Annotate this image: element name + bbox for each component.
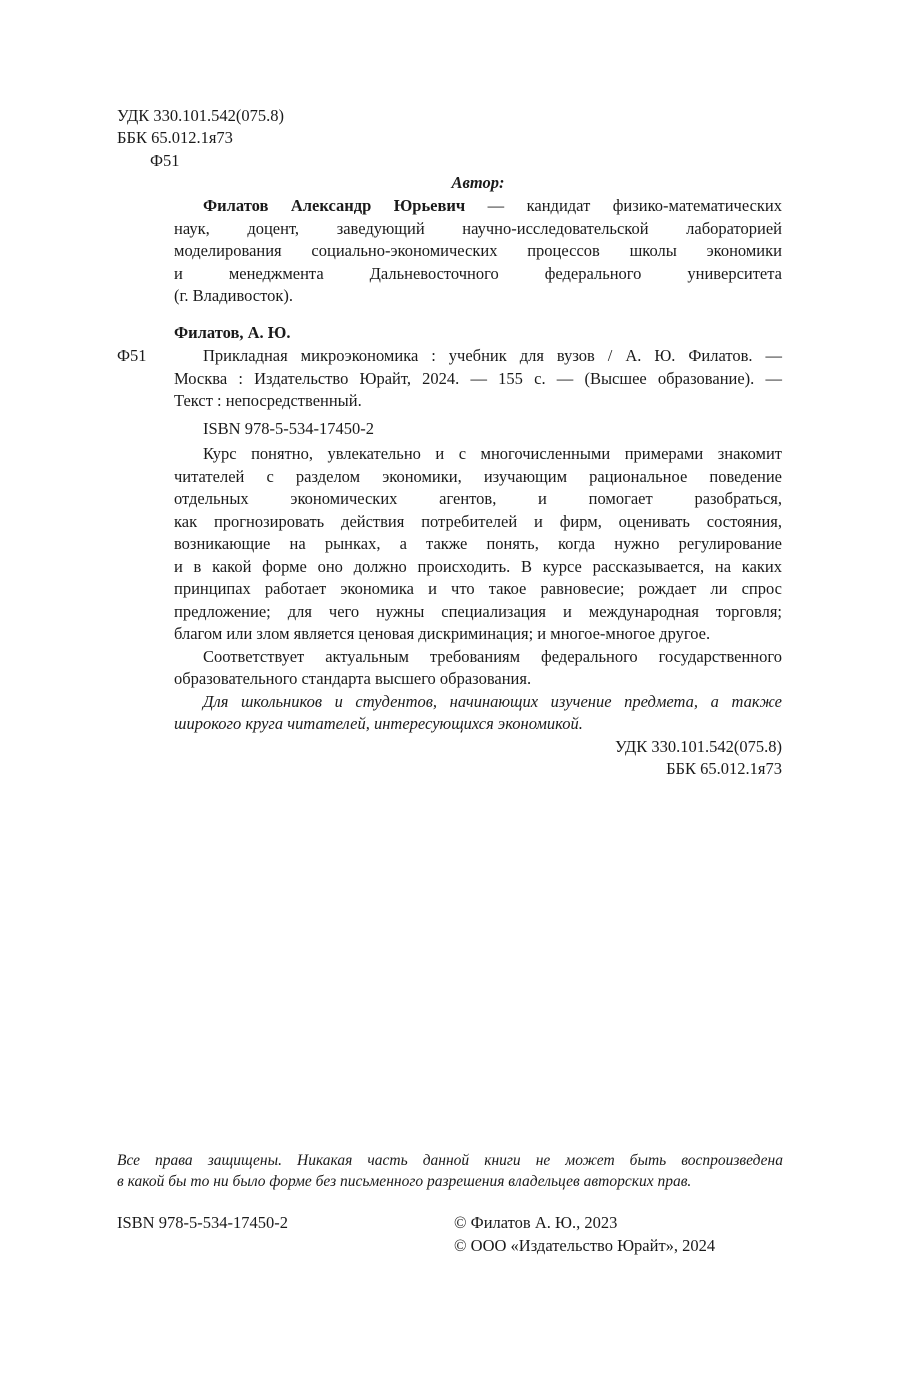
author-line-5: (г. Владивосток). [174,286,293,305]
rights-line-1: Все права защищены. Никакая часть данной книги не может быть воспроизведена [117,1152,783,1169]
footer-isbn: ISBN 978-5-534-17450-2 [117,1213,288,1232]
annotation-udk: УДК 330.101.542(075.8) [614,736,782,756]
annotation-p1-line-2: читателей с разделом экономики, изучающим рациональное поведение [174,466,782,486]
bib-author-heading: Филатов, А. Ю. [174,323,291,342]
annotation-p1-line-9: благом или злом является ценовая дискриминация; и многое-многое другое. [174,624,711,643]
bib-entry-line-3: Текст : непосредственный. [174,391,362,410]
annotation-audience-line-1: Для школьников и студентов, начинающих изучение предмета, а также [203,691,782,711]
annotation-p1-line-6: и в какой форме оно должно происходить. В курсе рассказывается, на каких [174,556,782,576]
annotation-audience-line-2: широкого круга читателей, интересующихся экономикой. [174,714,583,733]
annotation-p1-line-4: как прогнозировать действия потребителей и фирм, оценивать состояния, [174,511,782,531]
author-description [174,195,782,308]
footer-copyright-author: © Филатов А. Ю., 2023 [454,1213,618,1232]
annotation [174,443,782,781]
header-udk: УДК 330.101.542(075.8) [117,106,285,125]
annotation-p1-line-3: отдельных экономических агентов, и помогает разобраться, [174,489,782,508]
annotation-p1-line-7: принципах работает экономика и что такое равновесие; рождает ли спрос [174,579,782,598]
bib-entry-line-2: Москва : Издательство Юрайт, 2024. — 155 с. — (Высшее образование). — [174,368,782,388]
footer-copyright-publisher: © ООО «Издательство Юрайт», 2024 [454,1236,716,1255]
header-author-code: Ф51 [150,151,180,170]
header-bbk: ББК 65.012.1я73 [117,128,233,147]
annotation-p1-line-1: Курс понятно, увлекательно и с многочисленными примерами знакомит [203,444,782,463]
rights-line-2: в какой бы то ни было форме без письменного разрешения владельцев авторских прав. [117,1173,692,1190]
author-name: Филатов Александр Юрьевич [203,196,466,215]
bib-code: Ф51 [117,346,147,365]
annotation-p2-line-2: образовательного стандарта высшего образования. [174,669,532,688]
author-line-3: моделирования социально-экономических процессов школы экономики [174,241,782,260]
author-heading: Автор: [451,173,505,192]
annotation-p1-line-8: предложение; для чего нужны специализация и международная торговля; [174,601,782,621]
bib-entry [174,345,782,413]
bib-entry-line-1: Прикладная микроэкономика : учебник для вузов / А. Ю. Филатов. — [203,346,782,365]
bib-isbn: ISBN 978-5-534-17450-2 [203,419,374,438]
annotation-p1-line-5: возникающие на рынках, а также понять, когда нужно регулирование [174,534,782,553]
annotation-bbk: ББК 65.012.1я73 [666,759,782,778]
author-line-4: и менеджмента Дальневосточного федерального университета [174,263,782,283]
author-line-1: Филатов Александр Юрьевич — кандидат физико-математических [203,196,783,215]
rights-notice [117,1150,783,1192]
annotation-p2-line-1: Соответствует актуальным требованиям федерального государственного [203,646,782,666]
author-line-2: наук, доцент, заведующий научно-исследовательской лабораторией [174,218,782,238]
